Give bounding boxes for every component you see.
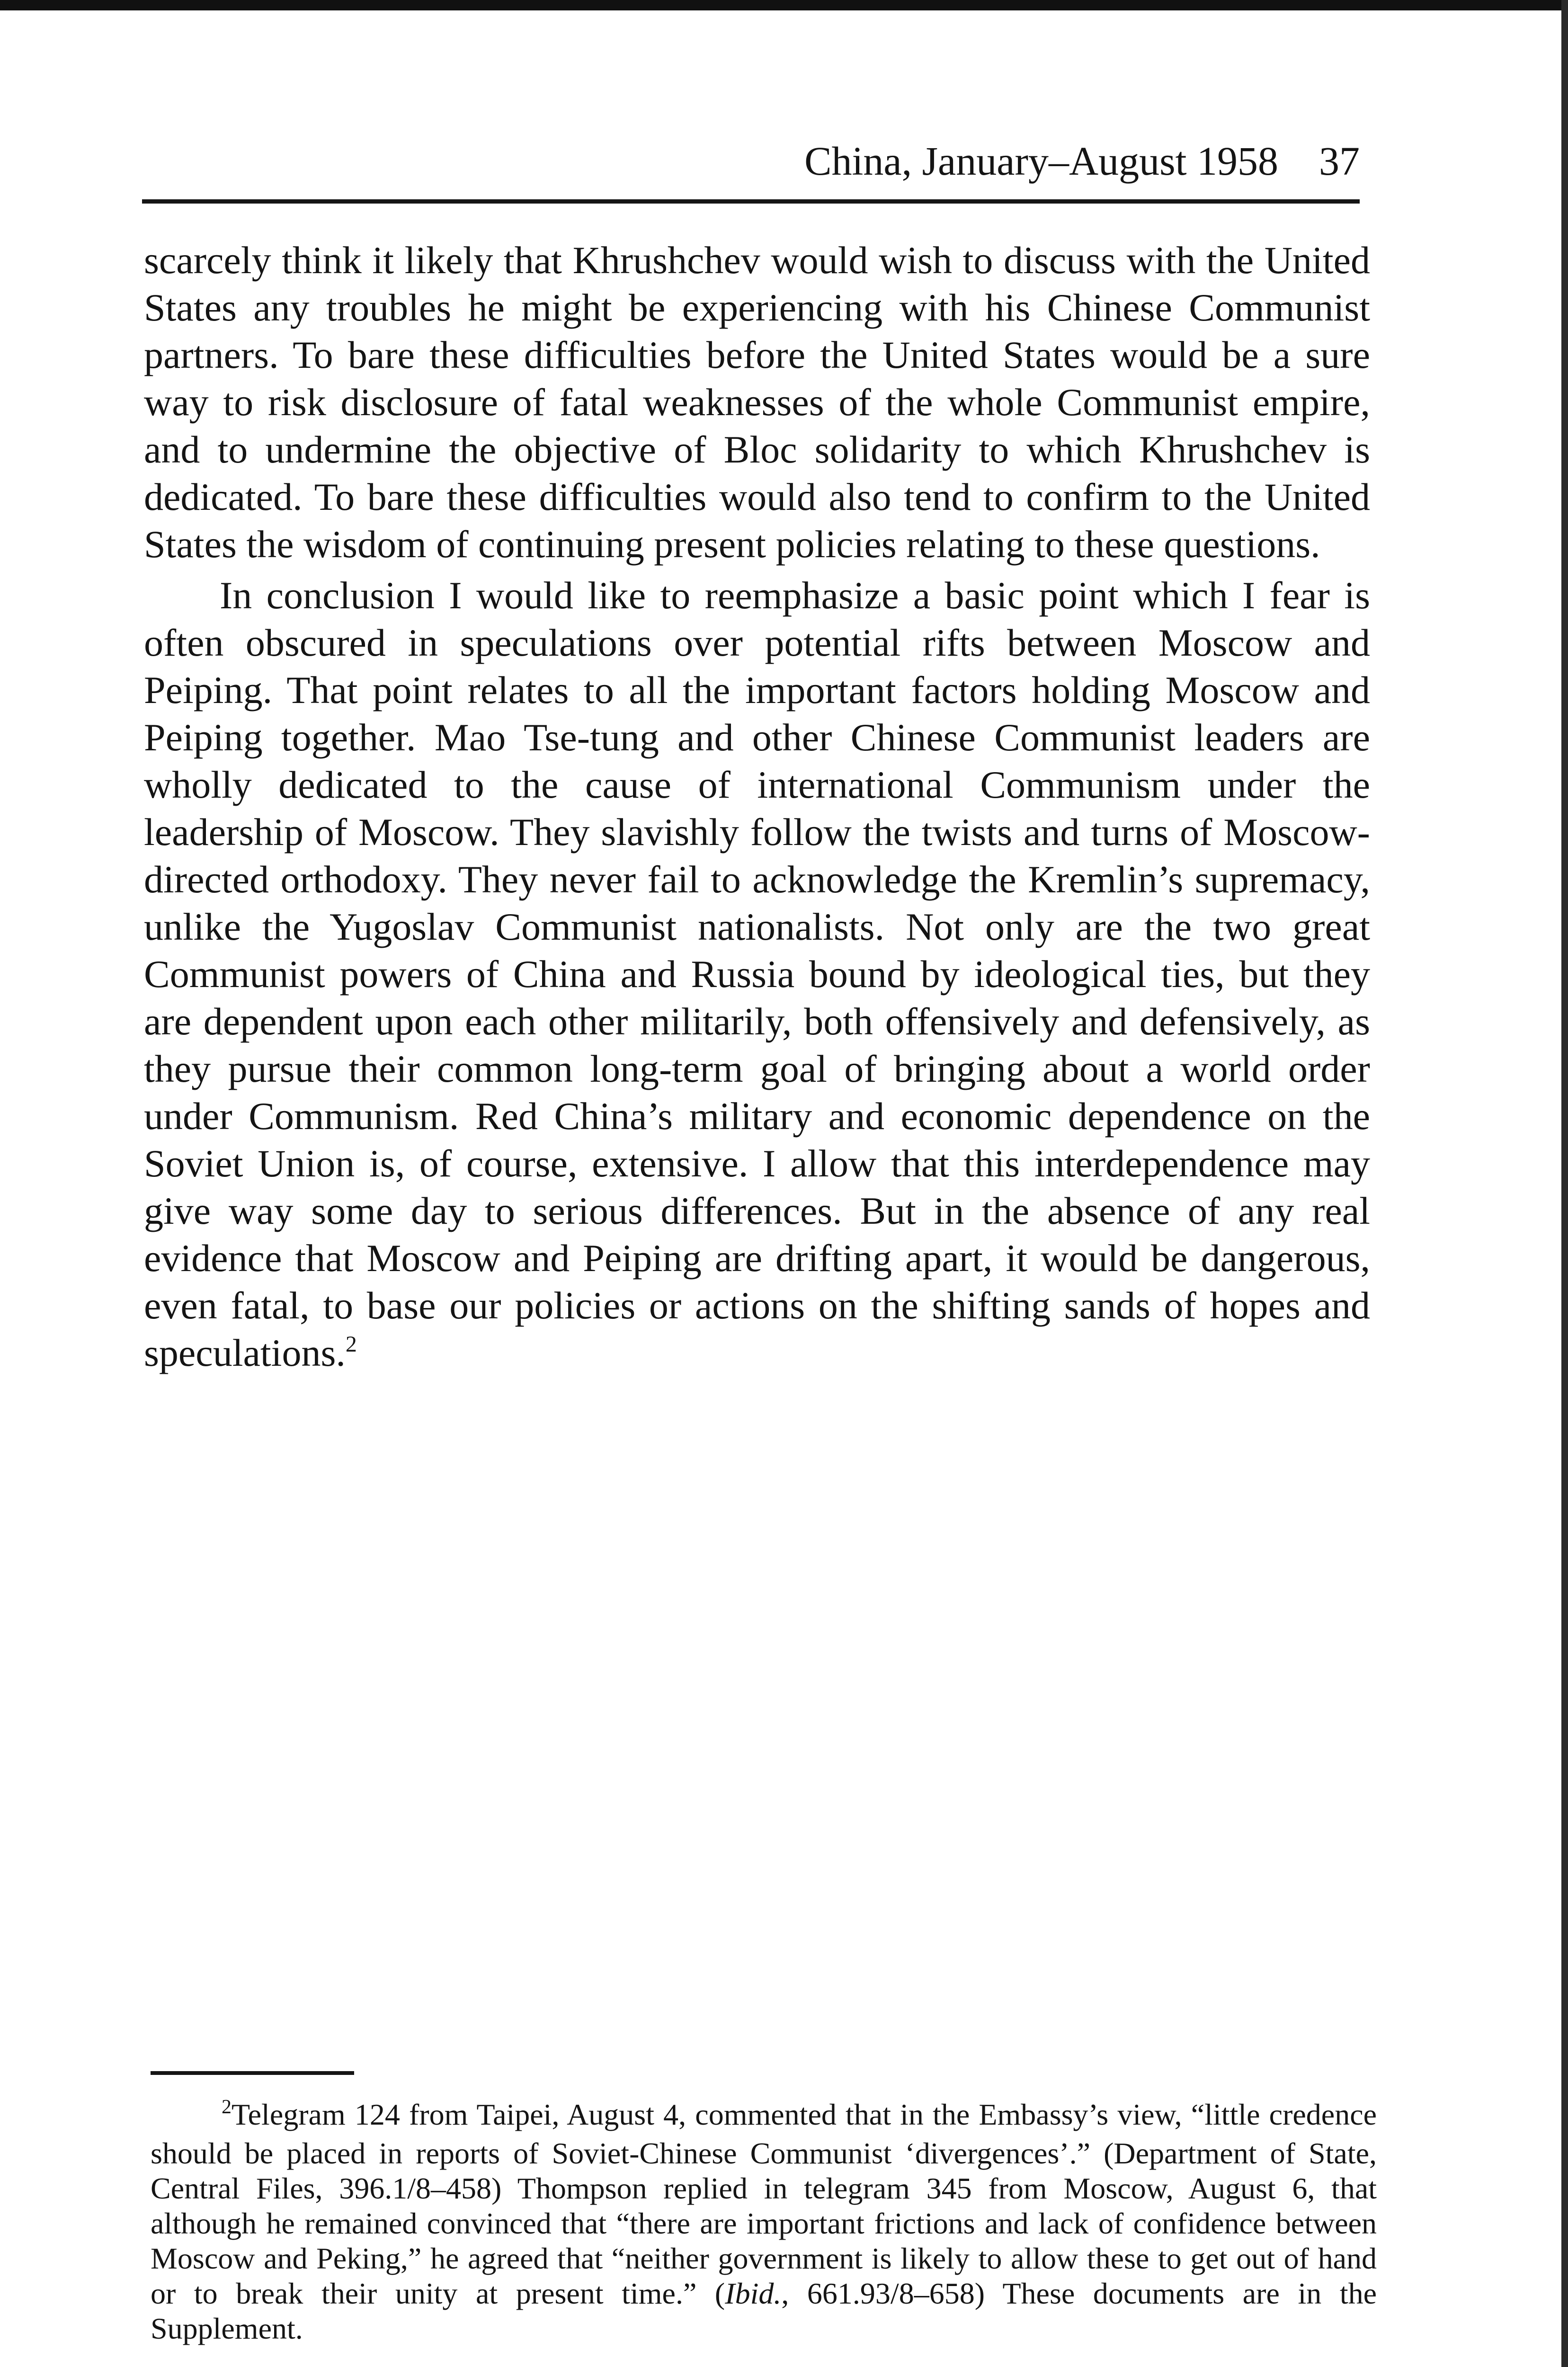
scan-border-right [1561,0,1568,2367]
page-number: 37 [1319,138,1360,184]
footnote-text-1: Telegram 124 from Taipei, August 4, commented that in the Embassy’s view, “little credence should be placed in reports of Soviet-Chinese Communist ‘divergences’.” (Department of State, Central Files, 396.1/8–458) Thompson replied in telegram 345 from Moscow, August 6, that although he remained convinced that “there are important frictions and lack of confidence between Moscow and Peking,” he agreed that “neither government is likely to allow these to get out of hand or to break their unity at present time.” ( [151,2098,1377,2310]
page-header [142,137,1360,204]
footnote-paragraph [151,2097,1377,2346]
paragraph-1: scarcely think it likely that Khrushchev would wish to discuss with the United States any troubles he might be experiencing with his Chinese Communist partners. To bare these difficulties before the United States would be a sure way to risk disclosure of fatal weaknesses of the whole Communist empire, and to undermine the objective of Bloc solidarity to which Khrushchev is dedicated. To bare these difficulties would also tend to confirm to the United States the wisdom of continuing present policies relating to these questions. [144,239,1370,566]
footnote-divider [151,2071,354,2075]
paragraph-2 [144,572,1370,1382]
footnote-ibid: Ibid. [725,2277,782,2310]
paragraph-2-text: In conclusion I would like to reemphasize a basic point which I fear is often obscured in speculations over potential rifts between Moscow and Peiping. That point relates to all the important factors holding Moscow and Peiping together. Mao Tse-tung and other Chinese Communist leaders are wholly dedicated to the cause of international Communism under the leadership of Moscow. They slavishly follow the twists and turns of Moscow-directed orthodoxy. They never fail to acknowledge the Kremlin’s supremacy, unlike the Yugoslav Communist nationalists. Not only are the two great Communist powers of China and Russia bound by ideological ties, but they are dependent upon each other militarily, both offensively and defensively, as they pursue their common long-term goal of bringing about a world order under Communism. Red China’s military and economic dependence on the Soviet Union is, of course, extensive. I allow that this interdependence may give way some day to serious differences. But in the absence of any real evidence that Moscow and Peiping are drifting apart, it would be dangerous, even fatal, to base our policies or actions on the shifting sands of hopes and speculations. [144,574,1370,1374]
running-title: China, January–August 1958 [804,138,1278,184]
footnote-marker: 2 [222,2096,232,2118]
body-text [144,237,1370,1382]
footnote-text-2: , 661.93/8–658) These documents are in the Supplement. [151,2277,1377,2345]
scan-border-top [0,0,1568,10]
footnote [151,2097,1377,2346]
footnote-reference: 2 [345,1332,357,1357]
